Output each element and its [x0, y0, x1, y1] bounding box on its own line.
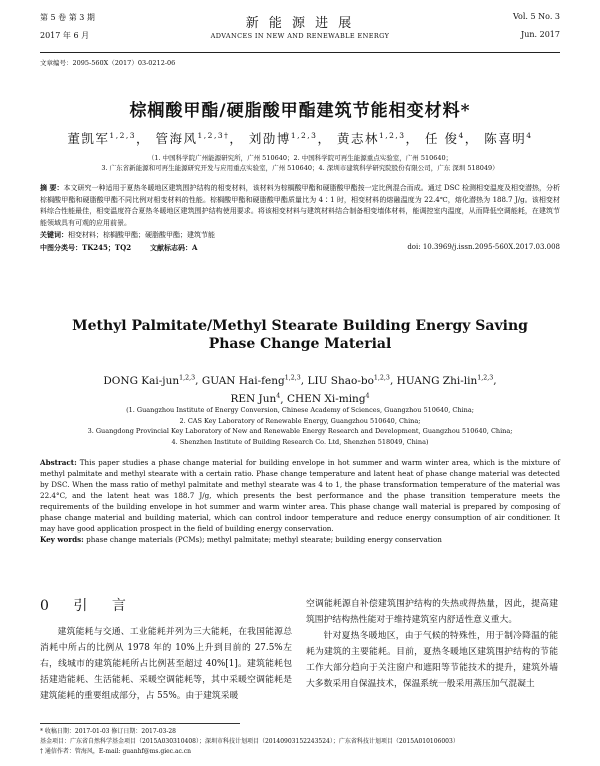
keywords-cn: 相变材料；棕榈酸甲酯；硬脂酸甲酯；建筑节能 — [68, 231, 215, 239]
abstract-cn-text: 本文研究一种适用于夏热冬暖地区建筑围护结构的相变材料，该材料为棕榈酸甲酯和硬脂酸甲酯按一定比例混合而成。通过 DSC 检测相变温度及相变潜热，分析棕榈酸甲酯和硬脂酸甲酯不同比例对相变材料的性能。棕榈酸甲酯和硬脂酸甲酯质量比为 4∶1 时，相变材料的熔融温度为 22.4℃，熔化潜热为 188.7 J/g。该相变材料综合性能最佳，相变温度符合夏热冬暖地区建筑围护结构使用要求。将该相变材料与建筑材料结合制备相变墙体材料，能调控室内温度，从而降低空调能耗，在建筑节能领域具有可观的应用前景。 — [40, 184, 561, 227]
issue-cn: 第 5 卷 第 3 期 — [40, 13, 95, 22]
date-en: Jun. 2017 — [521, 30, 560, 39]
corresponding-author: † 通信作者：管海风，E-mail: guanhf@ms.giec.ac.cn — [40, 748, 192, 755]
author-en: DONG Kai-jun$^{1,2,3}$ — [103, 374, 196, 387]
keywords-en: phase change materials (PCMs); methyl palmitate; methyl stearate; building energy conservation — [86, 535, 442, 544]
author-en: REN Jun$^4$ — [230, 392, 281, 405]
section-heading: 0 引 言 — [40, 598, 136, 614]
abstract-en-text: This paper studies a phase change material for building envelope in hot summer and warm winter area, which is the mixture of methyl palmitate and methyl stearate with a certain ratio. Phase change temperature and latent heat of phase change material was detected by DSC. When the mass ratio of methyl palmitate and methyl stearate was 4 to 1, the phase transformation temperature of the material was 22.4°C, and the latent heat was 188.7 J/g, which presents the best performance and the phase transition temperature meets the requirements of the building envelope in hot summer and warm winter area. This phase change wall material is prepared by composing of phase change material and building material, which can control indoor temperature and reduce energy consumption of air conditioner. It may have good application prospect in the field of building energy conservation. — [40, 458, 560, 533]
volume-en: Vol. 5 No. 3 — [513, 12, 560, 21]
authors-cn: 董凯军$^{1,2,3}$， 管海风$^{1,2,3\dagger}$， 刘劭博$^{1,2,3}$， 黄志林$^{1,2,3}$， 任 俊$^4$， 陈喜明$^4$ — [67, 130, 533, 146]
received-date: * 收稿日期：2017-01-03 修订日期：2017-03-28 — [40, 728, 177, 735]
body-paragraph: 空调能耗源自补偿建筑围护结构的失热或得热量，因此，提高建筑围护结构热性能对于维持建筑室内舒适性意义重大。 — [306, 599, 558, 625]
header-rule — [40, 52, 560, 53]
affiliations-en: (1. Guangzhou Institute of Energy Conversion, Chinese Academy of Sciences, Guangzhou 510640, China; 2. CAS Key Laboratory of Renewable Energy, Guangzhou 510640, China; 3. Guangdong Provincial Key Laboratory of New and Renewable Energy Research and Development, Guangzhou 510640, China; 4. Shenzhen Institute of Building Research Co. Ltd, Shenzhen 518049, China) — [87, 406, 513, 446]
abstract-en — [40, 457, 560, 545]
fund-project: 基金项目：广东省自然科学基金项目（2015A030310408）；深圳市科技计划项目（20140903152243524）；广东省科技计划项目（2015A010106003） — [40, 738, 459, 745]
author-cn: 董凯军$^{1,2,3}$ — [67, 130, 137, 146]
keywords-en-label: Key words: — [40, 535, 84, 544]
doi: doi: 10.3969/j.issn.2095-560X.2017.03.008 — [407, 242, 560, 251]
author-en: GUAN Hai-feng$^{1,2,3}$ — [201, 374, 301, 387]
title-en: Methyl Palmitate/Methyl Stearate Building Energy Saving Phase Change Material — [72, 318, 528, 352]
body-column-right — [306, 596, 558, 692]
document-code: 文献标志码：A — [150, 242, 198, 252]
authors-en: DONG Kai-jun$^{1,2,3}$, GUAN Hai-feng$^{1,2,3}$, LIU Shao-bo$^{1,2,3}$, HUANG Zhi-lin$^{1,2,3}$, REN Jun$^4$, CHEN Xi-ming$^4$ — [103, 374, 497, 405]
body-paragraph: 针对夏热冬暖地区，由于气候的特殊性，用于制冷降温的能耗为建筑的主要能耗。目前，夏热冬暖地区建筑围护结构的节能工作大部分趋向于关注窗户和遮阳等节能技术的提升，建筑外墙大多数采用自保温技术，保温系统一般采用蒸压加气混凝土 — [306, 631, 558, 689]
footnote-rule — [40, 723, 240, 724]
title-cn: 棕榈酸甲酯/硬脂酸甲酯建筑节能相变材料* — [129, 101, 471, 121]
body-column-left — [40, 596, 292, 704]
author-en: CHEN Xi-ming$^4$ — [286, 392, 370, 405]
running-header — [40, 10, 560, 50]
date-cn: 2017 年 6 月 — [40, 31, 90, 40]
author-cn: 任 俊$^4$ — [425, 130, 465, 146]
article-number: 文章编号：2095-560X（2017）03-0212-06 — [40, 59, 176, 67]
keywords-cn-label: 关键词： — [40, 230, 68, 239]
author-cn: 刘劭博$^{1,2,3}$ — [248, 130, 318, 146]
journal-title-cn: 新 能 源 进 展 — [245, 16, 355, 31]
body-paragraph: 建筑能耗与交通、工业能耗并列为三大能耗，在我国能源总消耗中所占的比例从 1978 年的 10%上升到目前的 27.5%左右，线城市的建筑能耗所占比例甚至超过 40%[1]。建筑能耗包括建造能耗、生活能耗、采暖空调能耗等，其中采暖空调能耗是建筑能耗的重要组成部分，占 55%。由于建筑采暖 — [40, 627, 292, 701]
footnotes — [40, 727, 560, 757]
clc-number: 中图分类号：TK245；TQ2 — [40, 242, 132, 252]
author-en: LIU Shao-bo$^{1,2,3}$ — [307, 374, 390, 387]
author-cn: 管海风$^{1,2,3\dagger}$ — [155, 130, 230, 146]
abstract-cn-label: 摘 要： — [40, 183, 64, 192]
author-cn: 黄志林$^{1,2,3}$ — [336, 130, 406, 146]
abstract-cn — [40, 182, 560, 254]
abstract-en-label: Abstract: — [40, 458, 77, 467]
journal-title-en: ADVANCES IN NEW AND RENEWABLE ENERGY — [210, 32, 390, 40]
affiliations-cn: （1. 中国科学院广州能源研究所，广州 510640；2. 中国科学院可再生能源重点实验室，广州 510640； 3. 广东省新能源和可再生能源研究开发与应用重点实验室，广州 510640；4. 深圳市建筑科学研究院股份有限公司，广东 深圳 518049） — [101, 154, 499, 172]
author-cn: 陈喜明$^4$ — [484, 130, 533, 146]
author-en: HUANG Zhi-lin$^{1,2,3}$ — [396, 374, 494, 387]
